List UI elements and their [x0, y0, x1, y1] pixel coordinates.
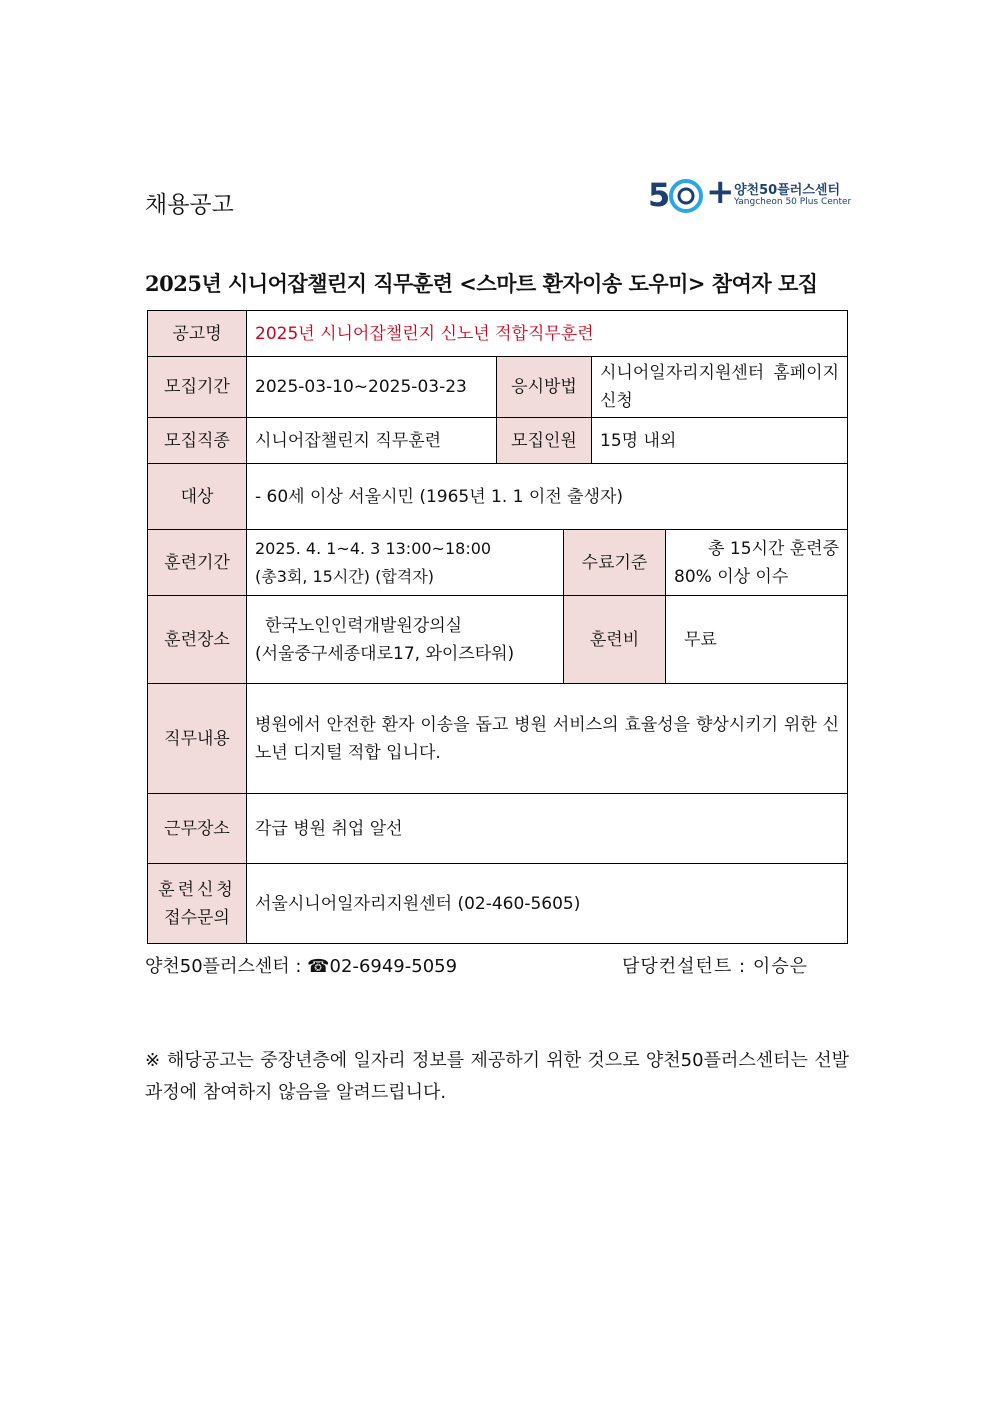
- inquiry-label: [148, 864, 247, 944]
- completion-line: 80% 이상 이수: [674, 566, 789, 587]
- document-title: 2025년 시니어잡챌린지 직무훈련 <스마트 환자이송 도우미> 참여자 모집: [145, 271, 818, 296]
- table-row: [148, 794, 848, 864]
- training-place-value: [247, 596, 564, 684]
- headcount-label: 모집인원: [497, 418, 592, 464]
- job-type-value: 시니어잡챌린지 직무훈련: [247, 418, 497, 464]
- document-type-label: 채용공고: [145, 192, 234, 218]
- table-row: [148, 357, 848, 418]
- training-place-line: (서울중구세종대로17, 와이즈타워): [255, 643, 515, 664]
- logo-ring-icon: [668, 178, 704, 214]
- recruit-period-value: 2025-03-10~2025-03-23: [247, 357, 497, 418]
- inquiry-label-line: 접수문의: [164, 907, 230, 928]
- table-row: [148, 311, 848, 357]
- announcement-value: 2025년 시니어잡챌린지 신노년 적합직무훈련: [247, 311, 848, 357]
- workplace-label: 근무장소: [148, 794, 247, 864]
- consultant-name: 담당컨설턴트 : 이승은: [622, 956, 808, 977]
- table-row: [148, 864, 848, 944]
- duty-value: 병원에서 안전한 환자 이송을 돕고 병원 서비스의 효율성을 향상시키기 위한 신노년 디지털 적합 입니다.: [247, 684, 848, 794]
- logo-name-english: Yangcheon 50 Plus Center: [734, 197, 852, 207]
- disclaimer-note: ※ 해당공고는 중장년층에 일자리 정보를 제공하기 위한 것으로 양천50플러스센터는 선발과정에 참여하지 않음을 알려드립니다.: [145, 1050, 849, 1103]
- training-period-label: 훈련기간: [148, 530, 247, 596]
- logo-name-korean: 양천50플러스센터: [734, 183, 840, 198]
- inquiry-label-line: 훈련신청: [158, 879, 236, 900]
- recruit-period-label: 모집기간: [148, 357, 247, 418]
- duty-label: 직무내용: [148, 684, 247, 794]
- headcount-value: 15명 내외: [592, 418, 848, 464]
- inquiry-value: 서울시니어일자리지원센터 (02-460-5605): [247, 864, 848, 944]
- training-period-line: 2025. 4. 1~4. 3 13:00~18:00: [255, 538, 492, 558]
- announcement-label: 공고명: [148, 311, 247, 357]
- workplace-value: 각급 병원 취업 알선: [247, 794, 848, 864]
- target-value: - 60세 이상 서울시민 (1965년 1. 1 이전 출생자): [247, 464, 848, 530]
- logo-plus: +: [706, 172, 735, 212]
- table-row: [148, 464, 848, 530]
- training-place-label: 훈련장소: [148, 596, 247, 684]
- table-row: [148, 684, 848, 794]
- target-label: 대상: [148, 464, 247, 530]
- completion-line: 총 15시간 훈련중: [708, 538, 840, 559]
- training-period-line: (총3회, 15시간) (합격자): [255, 566, 434, 586]
- apply-method-value: 시니어일자리지원센터 홈페이지 신청: [592, 357, 848, 418]
- table-row: [148, 596, 848, 684]
- center-logo: [648, 172, 852, 216]
- center-contact: 양천50플러스센터 : ☎02-6949-5059: [145, 956, 458, 977]
- completion-label: 수료기준: [564, 530, 666, 596]
- apply-method-label: 응시방법: [497, 357, 592, 418]
- training-place-line: 한국노인인력개발원강의실: [265, 615, 463, 636]
- training-fee-label: 훈련비: [564, 596, 666, 684]
- job-type-label: 모집직종: [148, 418, 247, 464]
- table-row: [148, 418, 848, 464]
- logo-number: 5: [648, 176, 670, 214]
- training-fee-value: 무료: [666, 596, 848, 684]
- completion-value: [666, 530, 848, 596]
- training-period-value: [247, 530, 564, 596]
- recruitment-table: [147, 310, 848, 944]
- table-row: [148, 530, 848, 596]
